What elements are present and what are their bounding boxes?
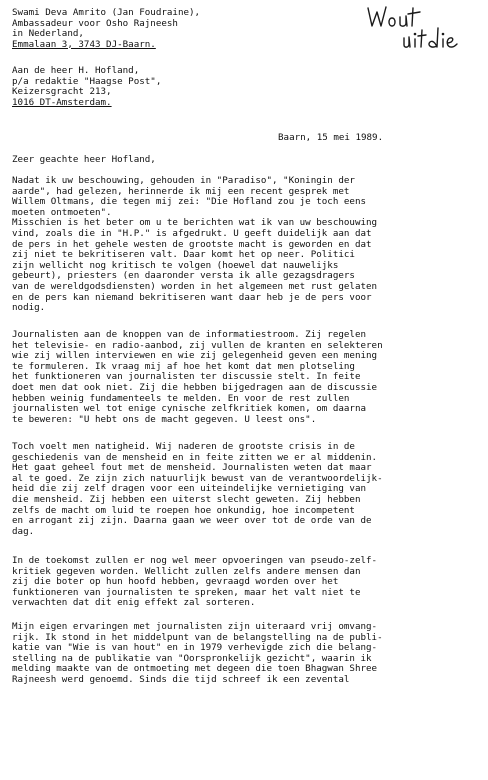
text-line: te formuleren. Ik vraag mij af hoe het komt dat men plotseling bbox=[12, 360, 355, 372]
text-line: zij die boter op hun hoofd hebben, gevraagd worden over het bbox=[12, 576, 339, 588]
text-line: Toch voelt men natigheid. Wij naderen de grootste crisis in de bbox=[12, 441, 355, 452]
paragraph-3 bbox=[12, 442, 482, 537]
sender-address bbox=[12, 8, 200, 50]
paragraph-4 bbox=[12, 556, 482, 609]
handwritten-note bbox=[364, 2, 474, 58]
text-line: moeten ontmoeten". bbox=[12, 206, 112, 218]
text-line: de pers in het gehele westen de grootste macht is geworden en dat bbox=[12, 238, 372, 250]
sender-line: Swami Deva Amrito (Jan Foudraine), bbox=[12, 7, 201, 18]
text-line: te beweren: "U hebt ons de macht gegeven. U leest ons". bbox=[12, 413, 317, 425]
recipient-line: p/a redaktie "Haagse Post", bbox=[12, 75, 162, 87]
text-line: gebeurt), priesters (en daaronder versta ik alle gezagsdragers bbox=[12, 270, 355, 282]
text-line: zijn wellicht nog kritisch te volgen (hoewel dat nauwelijks bbox=[12, 259, 339, 271]
salutation: Zeer geachte heer Hofland, bbox=[12, 154, 156, 165]
text-line: katie van "Wie is van hout" en in 1979 verhevigde zich die belang- bbox=[12, 642, 378, 654]
sender-line: Ambassadeur voor Osho Rajneesh bbox=[12, 17, 178, 29]
paragraph-1 bbox=[12, 176, 482, 314]
text-line: aarde", had gelezen, herinnerde ik mij een recent gesprek met bbox=[12, 185, 350, 197]
text-line: Rajneesh werd genoemd. Sinds die tijd schreef ik een zevental bbox=[12, 673, 350, 685]
text-line: journalisten wel tot enige cynische zelfkritiek komen, om daarna bbox=[12, 403, 367, 415]
text-line: vind, zoals die in "H.P." is afgedrukt. U geeft duidelijk aan dat bbox=[12, 227, 372, 239]
text-line: het funktioneren van journalisten ter discussie stelt. In feite bbox=[12, 371, 361, 383]
text-line: van de wereldgodsdiensten) worden in het algemeen met rust gelaten bbox=[12, 280, 378, 292]
paragraph-2 bbox=[12, 330, 482, 425]
text-line: nodig. bbox=[12, 302, 46, 314]
text-line: Nadat ik uw beschouwing, gehouden in "Paradiso", "Koningin der bbox=[12, 175, 355, 186]
text-line: en de pers kan niemand bekritiseren want daar heb je de pers voor bbox=[12, 291, 372, 303]
text-line: doet men dat ook niet. Zij die hebben bijgedragen aan de discussie bbox=[12, 381, 378, 393]
text-line: het televisie- en radio-aanbod, zij vullen de kranten en selekteren bbox=[12, 339, 383, 351]
text-line: al te goed. Ze zijn zich natuurlijk bewust van de verantwoordelijk- bbox=[12, 472, 383, 484]
letter-date: Baarn, 15 mei 1989. bbox=[278, 132, 384, 143]
text-line: wie zij willen interviewen en wie zij gelegenheid geven een mening bbox=[12, 350, 378, 362]
sender-line: in Nederland, bbox=[12, 28, 84, 40]
text-line: melding maakte van de ontmoeting met degeen die toen Bhagwan Shree bbox=[12, 663, 378, 675]
recipient-address bbox=[12, 66, 161, 108]
text-line: funktioneren van journalisten te spreken, maar het valt niet te bbox=[12, 586, 361, 598]
text-line: Willem Oltmans, die tegen mij zei: "Die Hofland zou je toch eens bbox=[12, 196, 367, 208]
text-line: kritiek gegeven worden. Wellicht zullen zelfs andere mensen dan bbox=[12, 565, 361, 577]
text-line: zij niet te bekritiseren valt. Daar komt het op neer. Politici bbox=[12, 249, 355, 261]
text-line: stelling na de publikatie van "Oorspronkelijk gezicht", waarin ik bbox=[12, 652, 372, 664]
text-line: rijk. Ik stond in het middelpunt van de belangstelling na de publi- bbox=[12, 631, 383, 643]
text-line: Mijn eigen ervaringen met journalisten zijn uiteraard vrij omvang- bbox=[12, 621, 378, 632]
text-line: Het gaat geheel fout met de mensheid. Journalisten weten dat maar bbox=[12, 462, 372, 474]
text-line: In de toekomst zullen er nog wel meer opvoeringen van pseudo-zelf- bbox=[12, 555, 378, 566]
sender-line: Emmalaan 3, 3743 DJ-Baarn. bbox=[12, 38, 156, 50]
text-line: en arrogant zij zijn. Daarna gaan we weer over tot de orde van de bbox=[12, 515, 372, 527]
text-line: Journalisten aan de knoppen van de informatiestroom. Zij regelen bbox=[12, 329, 367, 340]
text-line: Misschien is het beter om u te berichten wat ik van uw beschouwing bbox=[12, 217, 378, 229]
text-line: dag. bbox=[12, 525, 35, 537]
recipient-line: 1016 DT-Amsterdam. bbox=[12, 96, 112, 108]
text-line: heid die zij zelf dragen voor een uiteindelijke vernietiging van bbox=[12, 483, 367, 495]
text-line: geschiedenis van de mensheid en in feite zitten we er al middenin. bbox=[12, 451, 378, 463]
recipient-line: Aan de heer H. Hofland, bbox=[12, 65, 140, 76]
text-line: die mensheid. Zij hebben een uiterst slecht geweten. Zij hebben bbox=[12, 493, 361, 505]
text-line: verwachten dat dit enig effekt zal sorteren. bbox=[12, 597, 256, 609]
text-line: hebben weinig fundamenteels te melden. En voor de rest zullen bbox=[12, 392, 350, 404]
recipient-line: Keizersgracht 213, bbox=[12, 86, 112, 98]
text-line: zelfs de macht om luid te roepen hoe onkundig, hoe incompetent bbox=[12, 504, 355, 516]
paragraph-5 bbox=[12, 622, 482, 686]
